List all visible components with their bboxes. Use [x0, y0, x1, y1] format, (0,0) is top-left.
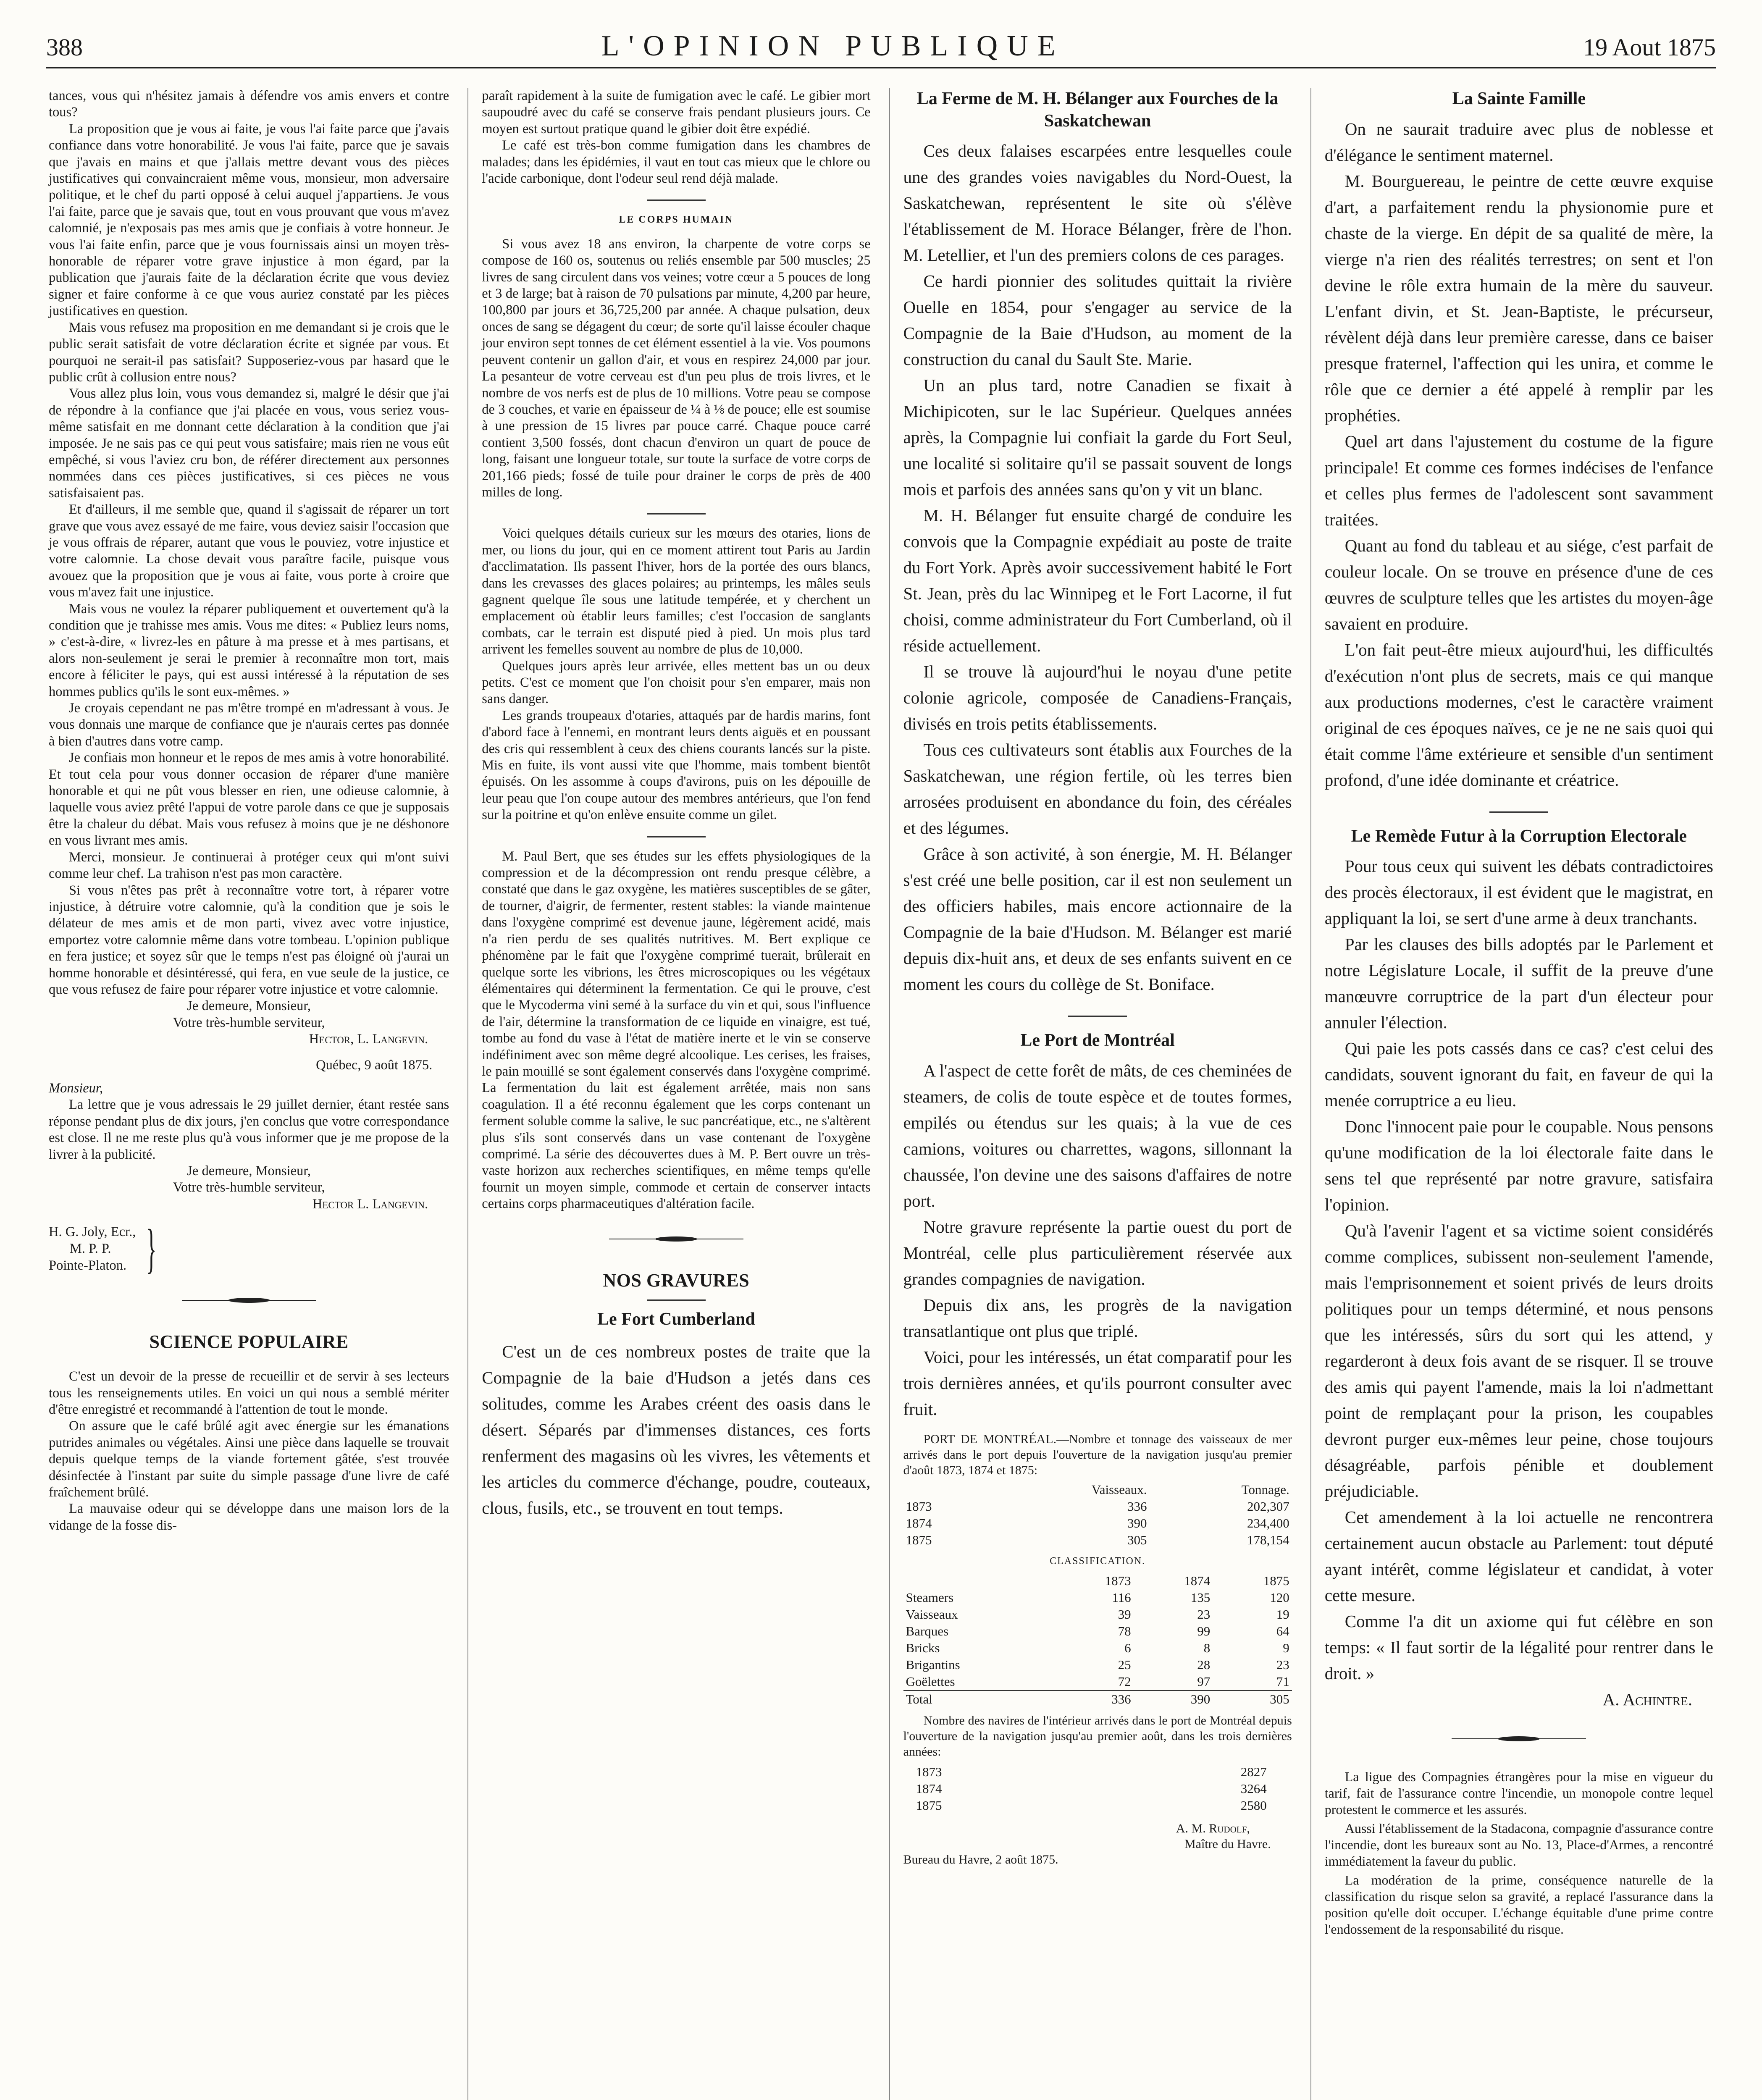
table-row — [903, 1498, 1292, 1515]
divider — [1489, 811, 1548, 813]
table-row — [903, 1589, 1292, 1606]
table-cell: Vaisseaux — [906, 1606, 958, 1622]
paragraph: Qui paie les pots cassés dans ce cas? c'est celui des candidats, souvent ignorant du fait, en faveur de qui la menée corruptrice a eu lieu. — [1324, 1039, 1713, 1110]
paragraph: M. Paul Bert, que ses études sur les effets physiologiques de la compression et de la décompression ont rendu presque célèbre, a constaté que dans le gaz oxygène, les matières susceptibles de se gâter, de tourner, d'aigrir, de fermenter, restent stables: la viande maintenue dans l'oxygène comprimé est devenue jaune, légèrement acidé, mais n'a rien perdu de ses qualités nutritives. M. Bert explique ce phénomène par le fait que l'oxygène comprimé tuerait, brûlerait en quelque sorte les vibrions, les êtres microscopiques ou les végétaux élémentaires qui déterminent la fermentation. Ce qui le prouve, c'est que le Mycoderma vini semé à la surface du vin et qui, sous l'influence de l'air, détermine la transformation de ce liquide en vinaigre, est tué, tombe au fond du vase à l'état de matière inerte et le vin se conserve indéfiniment avec son même degré alcoolique. Les cerises, les fraises, le pain mouillé se sont également conservés dans l'oxygène comprimé. La fermentation du lait est également arrêtée, mais non sans coagulation. Il a été reconnu également que les corps contenant un ferment soluble comme la salive, le suc pancréatique, etc., ne s'altèrent plus s'ils sont conservés dans un vase contenant de l'oxygène comprimé. La série des découvertes dues à M. P. Bert ouvre un très-vaste horizon aux recherches scientifiques, en même temps qu'elle fournit un moyen simple, commode et certain de conserver intacts certains corps pharmaceutiques d'altération facile. — [482, 848, 871, 1212]
paragraph: tances, vous qui n'hésitez jamais à défendre vos amis envers et contre tous? — [49, 88, 449, 120]
column-4 — [1310, 88, 1716, 2100]
paragraph: A l'aspect de cette forêt de mâts, de ces cheminées de steamers, de colis de toute espèce et de toutes formes, empilés ou étendus sur les quais; à la vue de ces camions, voitures ou charrettes, wagons, sillonnant la chaussée, l'on devine une des saisons d'affaires de notre port. — [903, 1060, 1292, 1210]
paragraph: paraît rapidement à la suite de fumigation avec le café. Le gibier mort saupoudré avec du café se conserve frais pendant plusieurs jours. Ce moyen est surtout pratique quand le gibier doit être expédié. — [482, 88, 871, 136]
paragraph: Quel art dans l'ajustement du costume de la figure principale! Et comme ces formes indécises de l'enfance et celles plus fermes de l'adolescent sont savamment traitées. — [1324, 431, 1713, 529]
article-title: La Ferme de M. H. Bélanger aux Fourches de la Saskatchewan — [916, 89, 1279, 131]
table-row — [903, 1656, 1292, 1673]
paragraph: Les grands troupeaux d'otaries, attaqués par de hardis marins, font d'abord face à l'ennemi, en montrant leurs dents aiguës et en poussant des cris qui ressemblent à ceux des chiens courants lancés sur la piste. Mis en fuite, ils vont aussi vite que l'homme, mais tombent bientôt épuisés. On les assomme à coups d'avirons, puis on les dépouille de leur peau que l'on coupe autour des membres antérieurs, que l'on fend sur la poitrine et qu'on enlève ensuite comme un gilet. — [482, 708, 871, 823]
table-header — [903, 1572, 1055, 1589]
table-cell: 336 — [1127, 1499, 1147, 1514]
paragraph: Cet amendement à la loi actuelle ne rencontrera certainement aucun obstacle au Parlement: tout député ayant intérêt, comme législateur et candidat, à voter cette mesure. — [1324, 1507, 1713, 1605]
table-header: 1873 — [1105, 1573, 1131, 1588]
paragraph: Le café est très-bon comme fumigation dans les chambres de malades; dans les épidémies, il vaut en tout cas mieux que le chlore ou l'acide carbonique, dont l'odeur seul rend déjà malade. — [482, 138, 871, 186]
paragraph: On assure que le café brûlé agit avec énergie sur les émanations putrides animales ou végétales. Ainsi une pièce dans laquelle se trouvait depuis quelque temps de la viande fortement gâtée, s'est trouvée désinfectée à l'instant par suite du simple passage d'une livre de café fraîchement brûlé. — [49, 1418, 449, 1500]
column-2 — [467, 88, 873, 2100]
greeting: Monsieur, — [49, 1080, 103, 1096]
table-cell: 19 — [1276, 1606, 1289, 1622]
columns — [46, 88, 1716, 2100]
port-note: PORT DE MONTRÉAL.—Nombre et tonnage des vaisseaux de mer arrivés dans le port depuis l'ouverture de la navigation jusqu'au premier d'août 1873, 1874 et 1875: — [903, 1432, 1292, 1477]
table-row — [903, 1515, 1292, 1532]
paragraph: C'est un devoir de la presse de recueillir et de servir à ses lecteurs tous les renseignements utiles. En voici un qui nous a semblé mériter d'être enregistré et recommandé à l'attention de tout le monde. — [49, 1369, 449, 1418]
classification-title: CLASSIFICATION. — [1050, 1555, 1146, 1567]
paragraph: La ligue des Compagnies étrangères pour la mise en vigueur du tarif, fait de l'assurance contre l'incendie, un monopole contre lequel protestent le commerce et les assurés. — [1324, 1769, 1713, 1817]
table-header: Vaisseaux. — [1091, 1482, 1147, 1497]
addressee — [49, 1218, 449, 1279]
table-header-row — [903, 1572, 1292, 1589]
inland-note: Nombre des navires de l'intérieur arrivés dans le port de Montréal depuis l'ouverture de la navigation jusqu'au premier août, dans les trois dernières années: — [903, 1713, 1292, 1759]
paragraph: Quelques jours après leur arrivée, elles mettent bas un ou deux petits. C'est ce moment que l'on choisit pour s'en emparer, mais non sans danger. — [482, 658, 871, 707]
closing-line: Je demeure, Monsieur, — [187, 1163, 311, 1179]
table-cell: 8 — [1203, 1640, 1211, 1655]
paragraph: Qu'à l'avenir l'agent et sa victime soient considérés comme complices, subissent non-seulement l'amende, mais l'emprisonnement et soient privés de leurs droits politiques pour un temps déterminé, et nous pensons que les intéressés, sûrs du sort qui les attend, y regarderont à deux fois avant de se risquer. Il se trouve des amis qui payent l'amende, mais la loi n'admettant point de remplaçant pour la prison, les coupables devront purger eux-mêmes leur peine, chose toujours désagréable, parfois pénible et doublement préjudiciable. — [1324, 1221, 1713, 1501]
closing-line: Votre très-humble serviteur, — [173, 1180, 325, 1195]
dateline: Québec, 9 août 1875. — [316, 1057, 433, 1073]
table-cell: Bricks — [906, 1640, 940, 1655]
inland-stats — [916, 1764, 1292, 1814]
table-row — [903, 1673, 1292, 1690]
table-cell: 336 — [1054, 1690, 1134, 1708]
table-row — [903, 1606, 1292, 1623]
table-cell: 6 — [1124, 1640, 1131, 1655]
table-cell: Goëlettes — [906, 1674, 955, 1689]
paragraph: Voici quelques détails curieux sur les mœurs des otaries, lions de mer, ou lions du jour, qui en ce moment attirent tout Paris au Jardin d'acclimatation. Ils passent l'hiver, hors de la portée des ours blancs, dans les crevasses des glaces polaires; au printemps, les mâles seuls gagnent quelque île sous une latitude tempérée, et y cherchent un emplacement où établir leurs familles; c'est l'occasion de sanglants combats, car le terrain est disputé pied à pied. Un mois plus tard arrivent les femelles souvent au nombre de plus de 10,000. — [482, 526, 871, 657]
addressee-line: Pointe-Platon. — [49, 1258, 127, 1273]
paragraph: Tous ces cultivateurs sont établis aux Fourches de la Saskatchewan, une région fertile, où les terres bien arrosées produisent en abondance du foin, des céréales et des légumes. — [903, 740, 1292, 837]
article-title: Le Remède Futur à la Corruption Electorale — [1351, 826, 1687, 846]
paragraph: Par les clauses des bills adoptés par le Parlement et notre Législature Locale, il suffit de la preuve d'une manœuvre corruptrice de la part d'un électeur pour annuler l'élection. — [1324, 934, 1713, 1032]
table-row — [903, 1640, 1292, 1656]
table-cell: 71 — [1276, 1674, 1289, 1689]
paragraph: Depuis dix ans, les progrès de la navigation transatlantique ont plus que triplé. — [903, 1295, 1292, 1341]
paragraph: L'on fait peut-être mieux aujourd'hui, les difficultés d'exécution n'ont plus de secrets, mais ce qui manque aux productions modernes, c'est le caractère vraiment original de ces époques naïves, ce je ne ne sais quoi qui était comme l'âme extérieure et sensible d'un sentiment profond, d'une idée dominante et créatrice. — [1324, 640, 1713, 790]
paragraph: La lettre que je vous adressais le 29 juillet dernier, étant restée sans réponse pendant plus de dix jours, j'en conclus que votre correspondance est close. Il ne me reste plus qu'à vous informer que je me propose de la livrer à la publicité. — [49, 1097, 449, 1162]
paragraph: Aussi l'établissement de la Stadacona, compagnie d'assurance contre l'incendie, dont les bureaux sont au No. 13, Place-d'Armes, a rencontré immédiatement la faveur du public. — [1324, 1821, 1713, 1869]
table-cell: 305 — [1213, 1690, 1292, 1708]
table-total-row — [903, 1690, 1292, 1708]
paragraph: Donc l'innocent paie pour le coupable. Nous pensons qu'une modification de la loi électorale faite dans le sens tel que représenté par notre gravure, satisfaira l'opinion. — [1324, 1117, 1713, 1214]
table-header: Tonnage. — [1241, 1482, 1289, 1497]
article-title: Le Fort Cumberland — [597, 1309, 755, 1329]
paragraph: Grâce à son activité, à son énergie, M. H. Bélanger s'est créé une belle position, car il est non seulement un des officiers habiles, mais encore actionnaire de la Compagnie de la baie d'Hudson. M. Bélanger est marié depuis dix-huit ans, et deux de ses enfants suivent en ce moment les cours du collège de St. Boniface. — [903, 844, 1292, 994]
paragraph: Mais vous ne voulez la réparer publiquement et ouvertement qu'à la condition que je trahisse mes amis. Vous me dites: « Publiez leurs noms, » c'est-à-dire, « livrez-les en pâture à ma presse et à mes partisans, et alors non-seulement je serai le premier à reconnaître mon tort, mais encore à féliciter le pays, qui est aussi intéressé à la réputation de ses hommes publics qu'ils le sont eux-mêmes. » — [49, 601, 449, 699]
divider — [647, 1299, 706, 1301]
paragraph: Quant au fond du tableau et au siége, c'est parfait de couleur locale. On se trouve en présence d'une de ces œuvres de sculpture telles que les artistes du moyen-âge savaient en produire. — [1324, 536, 1713, 633]
signature: Hector L. Langevin. — [312, 1196, 428, 1212]
paragraph: M. Bourguereau, le peintre de cette œuvre exquise d'art, a parfaitement rendu la physionomie pure et chaste de la vierge. En dépit de sa qualité de mère, la vierge n'a rien des réalités terrestres; on sent et l'on devine le rôle extra humain de la mère du sauveur. L'enfant divin, et St. Jean-Baptiste, le précurseur, révèlent déjà dans leur première caresse, dans ce baiser presque fraternel, l'affection qui les unira, et comme le rôle que ce dernier a été appelé à remplir par les prophéties. — [1324, 171, 1713, 425]
paragraph: Si vous avez 18 ans environ, la charpente de votre corps se compose de 160 os, soutenus ou reliés ensemble par 500 muscles; 25 livres de sang circulent dans vos veines; votre cœur a 5 pouces de long et 3 de large; bat à raison de 70 pulsations par minute, 4,200 par heure, 100,800 par jours et 36,725,200 par année. A chaque pulsation, deux onces de sang se dégagent du cœur; de sorte qu'il laisse écouler chaque jour environ sept tonnes de cet élément essentiel à la vie. Vos poumons peuvent contenir un gallon d'air, et vous en respirez 24,000 par jour. La pesanteur de votre cerveau est d'un peu plus de trois livres, et le nombre de vos nerfs est de plus de 10 millions. Votre peau se compose de 3 couches, et varie en épaisseur de ¼ à ⅛ de pouce; elle est soumise à une pression de 15 livres par pouce carré. Chaque pouce carré contient 3,500 fossés, dont chacun d'environ un quart de pouce de long, faisant une longueur totale, sur toute la surface de votre corps de 201,166 pieds; fossé de tuile pour drainer le corps de près de 400 milles de long. — [482, 236, 871, 500]
stat-year: 1875 — [916, 1798, 942, 1813]
paragraph: M. H. Bélanger fut ensuite chargé de conduire les convois que la Compagnie expédiait au poste de traite du Fort York. Après avoir successivement habité le Fort St. Jean, près du lac Winnipeg et le Fort Lacorne, il fut choisi, comme administrateur du Fort Cumberland, où il réside actuellement. — [903, 506, 1292, 655]
ornamental-divider — [1452, 1736, 1586, 1742]
paragraph: On ne saurait traduire avec plus de noblesse et d'élégance le sentiment maternel. — [1324, 119, 1713, 165]
stat-value: 3264 — [1240, 1781, 1267, 1796]
paragraph: C'est un de ces nombreux postes de traite que la Compagnie de la baie d'Hudson a jetés dans ces solitudes, comme les Arabes créent des oasis dans le désert. Séparés par d'immenses distances, ces forts renferment des magasins où les vivres, les vêtements et les articles du commerce d'échange, poudre, couteaux, clous, fusils, etc., se trouvent en tout temps. — [482, 1342, 871, 1518]
port-statistics — [903, 1431, 1292, 1867]
paragraph: Mais vous refusez ma proposition en me demandant si je crois que le public serait satisfait de votre déclaration écrite et signée par vous. Et pourquoi ne serait-il pas satisfait? Supposeriez-vous par hasard que le public crût à collusion entre nous? — [49, 320, 449, 385]
table-header: 1875 — [1263, 1573, 1289, 1588]
paragraph: Vous allez plus loin, vous vous demandez si, malgré le désir que j'ai de répondre à la confiance que j'ai placée en vous, vous seriez vous-même satisfait en me donnant cette déclaration à la condition que j'ai imposée. Je ne sais pas ce qui peut vous satisfaire; mais rien ne vous eût empêché, si vous l'aviez cru bon, de référer directement aux personnes nommées dans ces pièces justificatives, si ces pièces ne vous satisfaisaient pas. — [49, 386, 449, 501]
table-cell: 28 — [1197, 1657, 1211, 1672]
table-cell: 97 — [1197, 1674, 1211, 1689]
table-row — [903, 1623, 1292, 1640]
paragraph: Comme l'a dit un axiome qui fut célèbre en son temps: « Il faut sortir de la légalité pour rentrer dans le droit. » — [1324, 1612, 1713, 1683]
ornamental-divider — [609, 1236, 743, 1242]
column-3 — [889, 88, 1295, 2100]
article-title: Le Port de Montréal — [1020, 1031, 1175, 1050]
paragraph: Pour tous ceux qui suivent les débats contradictoires des procès électoraux, il est évident que le magistrat, en appliquant la loi, se sert d'une arme à deux tranchants. — [1324, 856, 1713, 928]
stat-row — [916, 1797, 1292, 1814]
large-text-block — [482, 1339, 870, 1521]
table-cell: 305 — [1127, 1532, 1147, 1547]
table-cell: Brigantins — [906, 1657, 960, 1672]
paragraph: Voici, pour les intéressés, un état comparatif pour les trois dernières années, et qu'ils pourront consulter avec fruit. — [903, 1347, 1292, 1419]
table-cell: 39 — [1118, 1606, 1131, 1622]
paragraph: La proposition que je vous ai faite, je vous l'ai faite parce que j'avais confiance dans votre honorabilité. Je vous l'ai faite, parce que je savais que j'avais en mains et que j'allais mettre devant vous des pièces justificatives qui convaincraient même vous, monsieur, mon adversaire politique, et le chef du parti opposé à celui auquel j'appartiens. Je vous l'ai faite, parce que je savais que, tout en vous prouvant que vous m'avez calomnié, je n'exposais pas mes amis que je confiais à votre honneur. Je vous l'ai faite enfin, parce que je vous fournissais ainsi un moyen très-honorable de réparer votre grave injustice à mon égard, par la publication que j'aurais faite de la déclaration écrite que vous deviez signer et faire conforme à ce que vous auriez constaté par les pièces justificatives en question. — [49, 121, 449, 319]
paragraph: Si vous n'êtes pas prêt à reconnaître votre tort, à réparer votre injustice, à détruire votre calomnie, qu'à la condition que je sois le délateur de mes amis et de mon parti, vivez avec votre injustice, emportez votre calomnie même dans votre tombeau. L'opinion publique en fera justice; et soyez sûr que le temps n'est pas éloigné où j'aurai un homme honorable et désintéressé, qui fera, en vue seule de la justice, ce que vous refusez de faire pour réparer votre injustice et votre calomnie. — [49, 882, 449, 997]
signature-title: Maître du Havre. — [1184, 1837, 1271, 1851]
table-header — [903, 1481, 987, 1498]
newspaper-title: L'OPINION PUBLIQUE — [601, 30, 1065, 62]
stat-value: 2580 — [1240, 1798, 1267, 1813]
paragraph: La mauvaise odeur qui se développe dans une maison lors de la vidange de la fosse dis- — [49, 1501, 449, 1533]
table-cell: 234,400 — [1247, 1515, 1289, 1530]
table-cell: 25 — [1118, 1657, 1131, 1672]
table-header-row — [903, 1481, 1292, 1498]
divider — [647, 836, 706, 837]
brace-icon: } — [146, 1218, 157, 1279]
paragraph: Un an plus tard, notre Canadien se fixait à Michipicoten, sur le lac Supérieur. Quelques années après, la Compagnie lui confiait la garde du Fort Seul, une localité si solitaire qu'il se passait souvent de longs mois et parfois des années sans qu'on y vit un blanc. — [903, 375, 1292, 499]
page-number: 388 — [46, 34, 83, 61]
divider — [647, 200, 706, 201]
table-header: 1874 — [1184, 1573, 1211, 1588]
section-title: SCIENCE POPULAIRE — [149, 1331, 349, 1352]
masthead — [46, 29, 1716, 68]
article-title: LE CORPS HUMAIN — [619, 214, 734, 226]
article-title: La Sainte Famille — [1452, 89, 1586, 108]
issue-date: 19 Aout 1875 — [1583, 34, 1716, 61]
addressee-line: H. G. Joly, Ecr., — [49, 1224, 136, 1240]
table-cell: 116 — [1112, 1590, 1131, 1605]
addressee-line: M. P. P. — [70, 1241, 111, 1257]
divider — [647, 513, 706, 514]
signature: Hector, L. Langevin. — [309, 1032, 428, 1047]
table-cell: 72 — [1118, 1674, 1131, 1689]
ornamental-divider — [182, 1297, 316, 1303]
closing-line: Je demeure, Monsieur, — [187, 998, 311, 1014]
paragraph: Ce hardi pionnier des solitudes quittait la rivière Ouelle en 1854, pour s'engager au service de la Compagnie de la Baie d'Hudson, au moment de la construction du canal du Sault Ste. Marie. — [903, 271, 1292, 369]
table-cell: Total — [903, 1690, 1055, 1708]
table-cell: 135 — [1190, 1590, 1211, 1605]
table-cell: 178,154 — [1247, 1532, 1289, 1547]
table-cell: 64 — [1276, 1623, 1289, 1638]
dateline: Bureau du Havre, 2 août 1875. — [903, 1852, 1058, 1866]
stat-row — [916, 1764, 1292, 1780]
paragraph: Je confiais mon honneur et le repos de mes amis à votre honorabilité. Et tout cela pour vous donner occasion de réparer d'une manière honorable et qui ne pût vous blesser en rien, une odieuse calomnie, à laquelle vous aviez prêté l'appui de votre parole dans ce que je supposais être la chaleur du débat. Mais vous refusez à moins que je ne déshonore en vous livrant mes amis. — [49, 750, 449, 848]
paragraph: Ces deux falaises escarpées entre lesquelles coule une des grandes voies navigables du Nord-Ouest, la Saskatchewan, représentent le site où s'élève l'établissement de M. Horace Bélanger, frère de l'hon. M. Letellier, et l'un des premiers colons de ces parages. — [903, 141, 1292, 265]
paragraph: Je croyais cependant ne pas m'être trompé en m'adressant à vous. Je vous donnais une marque de confiance que je n'aurais certes pas donnée à bien d'autres dans votre camp. — [49, 701, 449, 749]
table-cell: 202,307 — [1247, 1499, 1289, 1514]
paragraph: Notre gravure représente la partie ouest du port de Montréal, celle plus particulièrement réservée aux grandes compagnies de navigation. — [903, 1217, 1292, 1289]
signature: A. Achintre. — [1602, 1690, 1692, 1709]
paragraph: Merci, monsieur. Je continuerai à protéger ceux qui m'ont suivi comme leur chef. La trahison n'est pas mon caractère. — [49, 849, 449, 882]
paragraph: La modération de la prime, conséquence naturelle de la classification du risque selon sa gravité, a replacé l'assurance dans la position qu'elle doit occuper. L'échange équitable d'une prime contre l'endossement de la responsabilité du risque. — [1324, 1872, 1713, 1937]
paragraph: Il se trouve là aujourd'hui le noyau d'une petite colonie agricole, composée de Canadiens-Français, divisés en trois petits établissements. — [903, 662, 1292, 733]
divider — [1068, 1016, 1127, 1017]
table-cell: Steamers — [906, 1590, 954, 1605]
table-cell: 1873 — [906, 1499, 932, 1514]
table-cell: 390 — [1134, 1690, 1213, 1708]
table-cell: 120 — [1270, 1590, 1289, 1605]
paragraph: Et d'ailleurs, il me semble que, quand il s'agissait de réparer un tort grave que vous avez essayé de me faire, vous deviez saisir l'occasion que je vous offrais de réparer, autant que vous le pouviez, votre injustice et votre calomnie. La chose devait vous paraître facile, puisque vous avouez que la proposition que je vous ai faite, vous porte à croire que vous m'avez fait une injustice. — [49, 502, 449, 600]
table-cell: 1874 — [906, 1515, 932, 1530]
stat-value: 2827 — [1240, 1764, 1267, 1779]
stat-year: 1874 — [916, 1781, 942, 1796]
table-cell: 9 — [1283, 1640, 1289, 1655]
table-cell: 1875 — [906, 1532, 932, 1547]
column-1 — [46, 88, 452, 2100]
stat-year: 1873 — [916, 1764, 942, 1779]
classification-table — [903, 1572, 1292, 1708]
table-cell: Barques — [906, 1623, 949, 1638]
insurance-notes — [1325, 1769, 1713, 1937]
table-cell: 99 — [1197, 1623, 1211, 1638]
table-cell: 23 — [1197, 1606, 1211, 1622]
stat-row — [916, 1780, 1292, 1797]
table-row — [903, 1532, 1292, 1549]
section-title: NOS GRAVURES — [603, 1270, 750, 1291]
closing-line: Votre très-humble serviteur, — [173, 1015, 325, 1030]
table-cell: 23 — [1276, 1657, 1289, 1672]
signature: A. M. Rudolf, — [1176, 1821, 1250, 1835]
table-cell: 78 — [1118, 1623, 1131, 1638]
table-cell: 390 — [1127, 1515, 1147, 1530]
tonnage-table — [903, 1481, 1292, 1549]
